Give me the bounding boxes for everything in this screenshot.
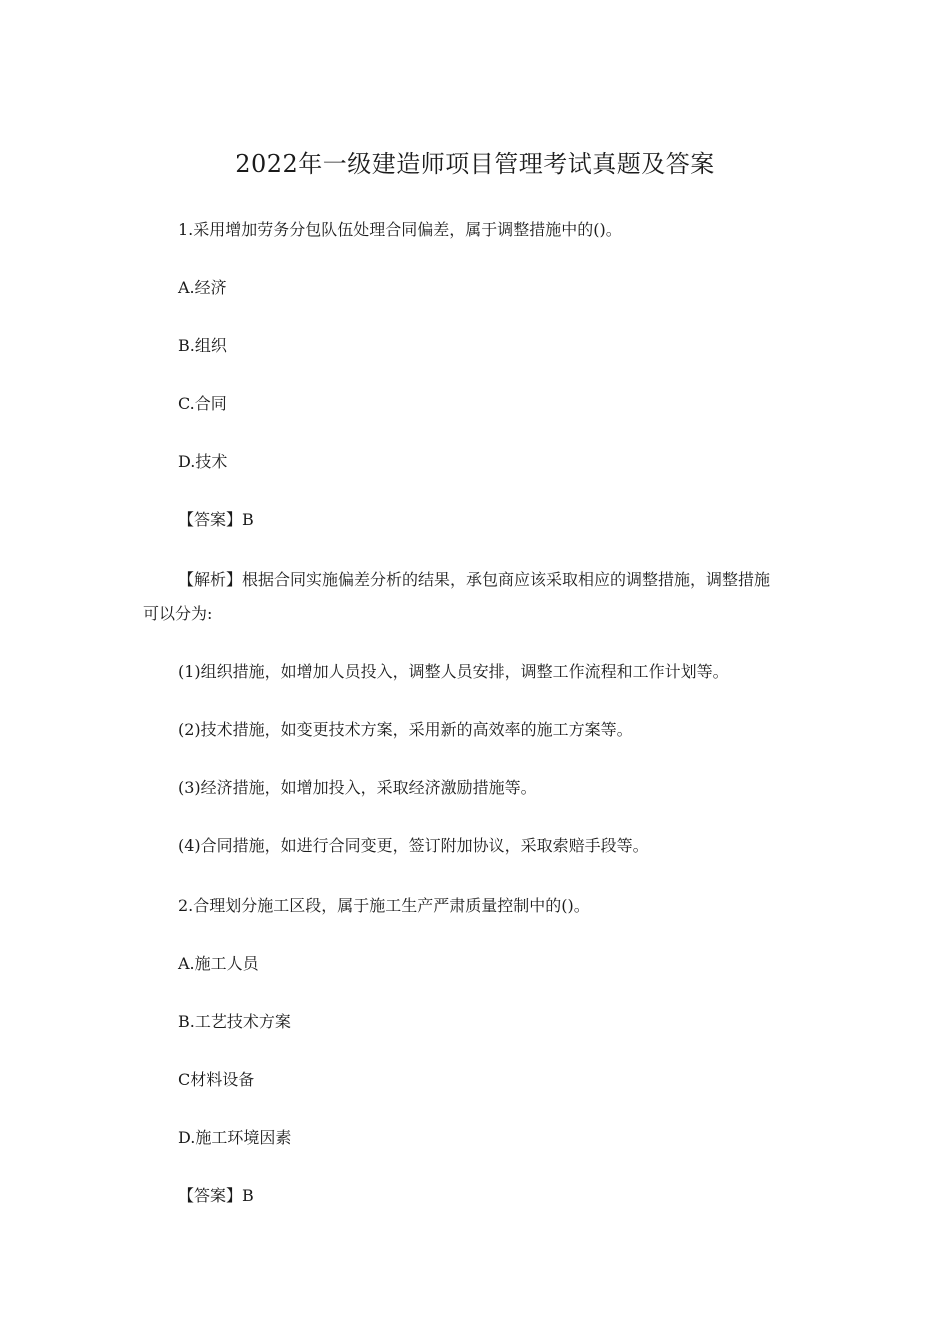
question-2-option-a: A.施工人员 [178,954,259,973]
analysis-point-1: (1)组织措施，如增加人员投入，调整人员安排，调整工作流程和工作计划等。 [178,662,729,681]
analysis-point-3: (3)经济措施，如增加投入，采取经济激励措施等。 [178,778,537,797]
analysis-point-2: (2)技术措施，如变更技术方案，采用新的高效率的施工方案等。 [178,720,633,739]
question-1-option-d: D.技术 [178,452,228,471]
question-1-answer: 【答案】B [178,510,254,529]
question-1-option-b: B.组织 [178,336,227,355]
question-1-analysis-line1: 【解析】根据合同实施偏差分析的结果，承包商应该采取相应的调整措施，调整措施 [178,570,771,589]
question-1-analysis-line2: 可以分为: [143,604,213,623]
document-title: 2022年一级建造师项目管理考试真题及答案 [235,150,715,178]
question-2-answer: 【答案】B [178,1186,254,1205]
question-1-stem: 1.采用增加劳务分包队伍处理合同偏差，属于调整措施中的()。 [178,220,622,239]
question-2-stem: 2.合理划分施工区段，属于施工生产严肃质量控制中的()。 [178,896,590,915]
question-2-option-b: B.工艺技术方案 [178,1012,291,1031]
question-1-option-a: A.经济 [178,278,227,297]
question-2-option-d: D.施工环境因素 [178,1128,292,1147]
question-1-option-c: C.合同 [178,394,227,413]
question-2-option-c: C材料设备 [178,1070,255,1089]
analysis-point-4: (4)合同措施，如进行合同变更，签订附加协议，采取索赔手段等。 [178,836,649,855]
